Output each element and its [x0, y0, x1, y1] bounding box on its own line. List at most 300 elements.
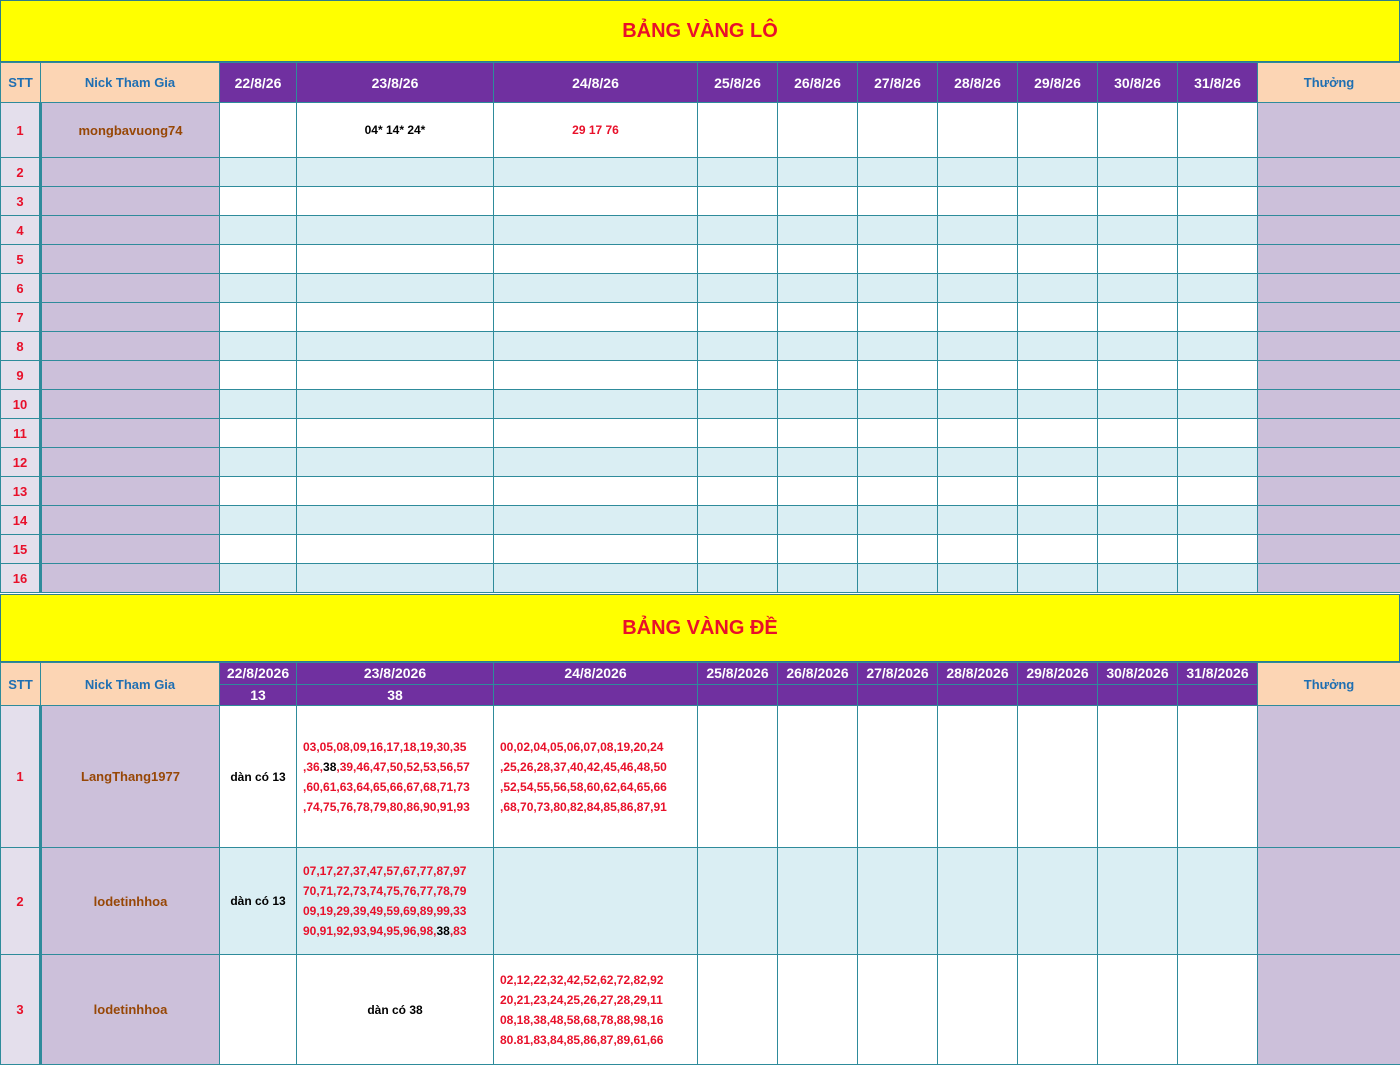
- lo-day-cell[interactable]: [220, 448, 297, 477]
- lo-day-cell[interactable]: [1018, 245, 1098, 274]
- lo-day-cell[interactable]: [1098, 274, 1178, 303]
- lo-day-cell[interactable]: [1178, 158, 1258, 187]
- lo-stt-cell: 14: [1, 506, 41, 535]
- lo-day-cell[interactable]: [778, 419, 858, 448]
- lo-row: [1, 274, 1400, 303]
- lo-day-cell[interactable]: [938, 419, 1018, 448]
- de-stt-cell: 2: [1, 848, 41, 955]
- lo-day-cell[interactable]: [938, 361, 1018, 390]
- lo-day-cell[interactable]: [1018, 448, 1098, 477]
- lo-reward-cell[interactable]: [1258, 506, 1400, 535]
- lo-day-cell[interactable]: [1018, 535, 1098, 564]
- lo-reward-cell[interactable]: [1258, 158, 1400, 187]
- de-day-cell[interactable]: [1098, 955, 1178, 1065]
- lo-day-cell[interactable]: [1018, 158, 1098, 187]
- lo-day-cell[interactable]: [1178, 274, 1258, 303]
- de-day-cell[interactable]: [778, 955, 858, 1065]
- de-result-cell: [1018, 684, 1098, 706]
- lo-reward-cell[interactable]: [1258, 216, 1400, 245]
- de-number-line: ,25,26,28,37,40,42,45,46,48,50: [500, 759, 667, 774]
- lo-day-cell[interactable]: [1098, 158, 1178, 187]
- lo-day-cell[interactable]: [297, 564, 494, 593]
- lo-reward-cell[interactable]: [1258, 361, 1400, 390]
- lo-day-cell[interactable]: [494, 187, 698, 216]
- lo-day-cell[interactable]: [297, 245, 494, 274]
- de-number-line: 08,18,38,48,58,68,78,88,98,16: [500, 1012, 664, 1027]
- lo-nick-cell[interactable]: [41, 158, 220, 187]
- lo-day-cell[interactable]: [494, 245, 698, 274]
- lo-nick-cell[interactable]: [41, 564, 220, 593]
- lo-day-cell[interactable]: [1098, 216, 1178, 245]
- lo-day-cell[interactable]: [938, 535, 1018, 564]
- lo-day-cell[interactable]: [778, 448, 858, 477]
- lo-day-cell[interactable]: [938, 274, 1018, 303]
- de-header-date: 29/8/2026: [1018, 663, 1098, 685]
- lo-day-cell[interactable]: [297, 274, 494, 303]
- lo-day-cell[interactable]: [1178, 216, 1258, 245]
- lo-day-cell[interactable]: [494, 448, 698, 477]
- de-number-line: ,52,54,55,56,58,60,62,64,65,66: [500, 779, 667, 794]
- lo-nick-cell[interactable]: [41, 187, 220, 216]
- lo-day-cell[interactable]: [220, 506, 297, 535]
- de-result-cell: [698, 684, 778, 706]
- de-day-cell[interactable]: [778, 706, 858, 848]
- lo-day-cell[interactable]: [220, 390, 297, 419]
- lo-day-cell[interactable]: [1018, 216, 1098, 245]
- lo-day-cell[interactable]: [858, 103, 938, 158]
- de-nick-cell[interactable]: LangThang1977: [41, 706, 220, 848]
- lo-day-cell[interactable]: [220, 274, 297, 303]
- lo-day-cell[interactable]: [778, 361, 858, 390]
- lo-header-date: 23/8/26: [297, 63, 494, 103]
- lo-day-cell[interactable]: [297, 390, 494, 419]
- de-reward-cell[interactable]: [1258, 706, 1400, 848]
- lo-day-cell[interactable]: [297, 535, 494, 564]
- lo-day-cell[interactable]: [938, 303, 1018, 332]
- de-day-cell[interactable]: [858, 706, 938, 848]
- lo-row: [1, 303, 1400, 332]
- lo-day-cell[interactable]: [938, 390, 1018, 419]
- lo-day-cell[interactable]: [1098, 361, 1178, 390]
- lo-day-cell[interactable]: [1178, 332, 1258, 361]
- lo-day-cell[interactable]: [220, 158, 297, 187]
- lo-day-cell[interactable]: [858, 535, 938, 564]
- lo-day-cell[interactable]: [938, 187, 1018, 216]
- lo-header-date: 27/8/26: [858, 63, 938, 103]
- lo-day-cell[interactable]: [1098, 535, 1178, 564]
- lo-day-cell[interactable]: [938, 216, 1018, 245]
- lo-day-cell[interactable]: [494, 390, 698, 419]
- lo-day-cell[interactable]: [1018, 274, 1098, 303]
- lo-nick-cell[interactable]: [41, 419, 220, 448]
- lo-row: [1, 448, 1400, 477]
- de-result-cell: [1098, 684, 1178, 706]
- lo-day-cell[interactable]: [858, 332, 938, 361]
- lo-day-cell[interactable]: [1098, 506, 1178, 535]
- lo-nick-cell[interactable]: [41, 390, 220, 419]
- lo-day-cell[interactable]: [698, 535, 778, 564]
- lo-day-cell[interactable]: [297, 506, 494, 535]
- lo-day-cell[interactable]: [1178, 564, 1258, 593]
- de-row: [1, 848, 1400, 955]
- lo-day-cell[interactable]: [858, 361, 938, 390]
- lo-day-cell[interactable]: [1018, 303, 1098, 332]
- lo-day-cell[interactable]: [1098, 419, 1178, 448]
- lo-day-cell[interactable]: [1098, 103, 1178, 158]
- lo-nick-cell[interactable]: [41, 216, 220, 245]
- de-nick-cell[interactable]: lodetinhhoa: [41, 955, 220, 1065]
- lo-day-cell[interactable]: [778, 477, 858, 506]
- lo-day-cell[interactable]: [858, 216, 938, 245]
- lo-day-cell[interactable]: [858, 419, 938, 448]
- de-stt-cell: 3: [1, 955, 41, 1065]
- lo-day-cell[interactable]: [938, 506, 1018, 535]
- lo-header-date: 26/8/26: [778, 63, 858, 103]
- de-day-cell[interactable]: [698, 706, 778, 848]
- lo-day-cell[interactable]: [297, 448, 494, 477]
- lo-day-cell[interactable]: [698, 390, 778, 419]
- lo-day-cell[interactable]: [494, 535, 698, 564]
- de-header-stt: STT: [1, 663, 41, 706]
- lo-day-cell[interactable]: [938, 103, 1018, 158]
- de-number-line: 03,05,08,09,16,17,18,19,30,35: [303, 739, 467, 754]
- lo-day-cell[interactable]: [698, 448, 778, 477]
- lo-nick-cell[interactable]: [41, 506, 220, 535]
- de-header-row: [1, 663, 1400, 685]
- lo-day-cell[interactable]: [494, 506, 698, 535]
- lo-day-cell[interactable]: [858, 390, 938, 419]
- lo-day-cell[interactable]: [858, 274, 938, 303]
- lo-day-cell[interactable]: [778, 390, 858, 419]
- de-day-cell[interactable]: [698, 955, 778, 1065]
- lo-stt-cell: 3: [1, 187, 41, 216]
- lo-day-cell[interactable]: [297, 419, 494, 448]
- de-result-cell: 13: [220, 684, 297, 706]
- lo-day-cell[interactable]: [698, 419, 778, 448]
- lo-nick-cell[interactable]: [41, 245, 220, 274]
- lo-day-cell[interactable]: [1178, 187, 1258, 216]
- de-day-cell[interactable]: [494, 706, 698, 848]
- lo-day-cell[interactable]: [1018, 390, 1098, 419]
- lo-header-date: 25/8/26: [698, 63, 778, 103]
- lo-day-cell[interactable]: [858, 506, 938, 535]
- lo-day-cell[interactable]: [494, 477, 698, 506]
- de-day-cell[interactable]: [1018, 848, 1098, 955]
- de-day-cell[interactable]: [1178, 955, 1258, 1065]
- lo-reward-cell[interactable]: [1258, 564, 1400, 593]
- de-day-cell[interactable]: [698, 848, 778, 955]
- lo-day-cell[interactable]: [778, 103, 858, 158]
- lo-day-cell[interactable]: [220, 332, 297, 361]
- lo-day-cell[interactable]: [494, 274, 698, 303]
- lo-day-cell[interactable]: [698, 158, 778, 187]
- lo-day-cell[interactable]: [858, 303, 938, 332]
- de-header-nick: Nick Tham Gia: [41, 663, 220, 706]
- de-day-cell[interactable]: [297, 706, 494, 848]
- lo-row: [1, 158, 1400, 187]
- lo-day-cell[interactable]: [494, 303, 698, 332]
- de-day-cell[interactable]: dàn có 13: [220, 706, 297, 848]
- lo-day-cell[interactable]: [220, 216, 297, 245]
- lo-day-cell[interactable]: [1018, 506, 1098, 535]
- de-day-cell[interactable]: [220, 955, 297, 1065]
- lo-row: [1, 187, 1400, 216]
- de-number-line: 09,19,29,39,49,59,69,89,99,33: [303, 904, 467, 918]
- lo-day-cell[interactable]: [297, 216, 494, 245]
- de-reward-cell[interactable]: [1258, 848, 1400, 955]
- lo-day-cell[interactable]: [1018, 103, 1098, 158]
- lo-day-cell[interactable]: [1178, 103, 1258, 158]
- lo-day-cell[interactable]: [698, 332, 778, 361]
- de-day-cell[interactable]: dàn có 13: [220, 848, 297, 955]
- de-number-line: 02,12,22,32,42,52,62,72,82,92: [500, 972, 664, 987]
- lo-reward-cell[interactable]: [1258, 245, 1400, 274]
- lo-header-date: 24/8/26: [494, 63, 698, 103]
- lo-day-cell[interactable]: [1098, 390, 1178, 419]
- de-header-date: 22/8/2026: [220, 663, 297, 685]
- lo-day-cell[interactable]: [698, 477, 778, 506]
- lo-day-cell[interactable]: [1018, 419, 1098, 448]
- de-day-cell[interactable]: [1098, 706, 1178, 848]
- lo-day-cell[interactable]: [1098, 477, 1178, 506]
- de-number-line: 80.81,83,84,85,86,87,89,61,66: [500, 1032, 664, 1047]
- lo-day-cell[interactable]: [1178, 477, 1258, 506]
- lo-day-cell[interactable]: [1098, 448, 1178, 477]
- lo-day-cell[interactable]: [1178, 448, 1258, 477]
- lo-day-cell[interactable]: [1018, 332, 1098, 361]
- de-number-line: ,83: [449, 924, 467, 938]
- lo-day-cell[interactable]: [858, 187, 938, 216]
- lo-day-cell[interactable]: [1098, 564, 1178, 593]
- de-board-table: [0, 662, 1400, 1065]
- lo-day-cell[interactable]: [297, 303, 494, 332]
- lo-day-cell[interactable]: [698, 361, 778, 390]
- lo-day-cell[interactable]: 29 17 76: [494, 103, 698, 158]
- lo-day-cell[interactable]: [220, 419, 297, 448]
- lo-day-cell[interactable]: [297, 361, 494, 390]
- de-day-cell[interactable]: [858, 848, 938, 955]
- lo-day-cell[interactable]: [698, 245, 778, 274]
- lo-stt-cell: 10: [1, 390, 41, 419]
- lo-day-cell[interactable]: [494, 564, 698, 593]
- de-day-cell[interactable]: [297, 848, 494, 955]
- lo-stt-cell: 4: [1, 216, 41, 245]
- lo-nick-cell[interactable]: [41, 361, 220, 390]
- lo-board-title: BẢNG VÀNG LÔ: [0, 0, 1400, 62]
- lo-day-cell[interactable]: [1098, 332, 1178, 361]
- de-day-cell[interactable]: [1098, 848, 1178, 955]
- de-day-cell[interactable]: [494, 848, 698, 955]
- lo-day-cell[interactable]: [698, 216, 778, 245]
- lo-stt-cell: 11: [1, 419, 41, 448]
- lo-header-date: 31/8/26: [1178, 63, 1258, 103]
- lo-day-cell[interactable]: [778, 158, 858, 187]
- lo-header-stt: STT: [1, 63, 41, 103]
- lo-day-cell[interactable]: [297, 477, 494, 506]
- lo-day-cell[interactable]: [1018, 361, 1098, 390]
- lo-nick-cell[interactable]: [41, 448, 220, 477]
- lo-day-cell[interactable]: [778, 187, 858, 216]
- lo-stt-cell: 13: [1, 477, 41, 506]
- lo-day-cell[interactable]: [297, 158, 494, 187]
- lo-day-cell[interactable]: [220, 361, 297, 390]
- lo-day-cell[interactable]: [494, 158, 698, 187]
- lo-day-cell[interactable]: [778, 564, 858, 593]
- lo-day-cell[interactable]: [858, 245, 938, 274]
- lo-day-cell[interactable]: [220, 303, 297, 332]
- lo-reward-cell[interactable]: [1258, 303, 1400, 332]
- lo-day-cell[interactable]: [220, 187, 297, 216]
- lo-day-cell[interactable]: [858, 564, 938, 593]
- lo-nick-cell[interactable]: [41, 274, 220, 303]
- lo-day-cell[interactable]: [1178, 535, 1258, 564]
- de-day-cell[interactable]: [938, 848, 1018, 955]
- de-day-cell[interactable]: [938, 955, 1018, 1065]
- lo-day-cell[interactable]: [938, 158, 1018, 187]
- lo-day-cell[interactable]: [698, 187, 778, 216]
- lo-stt-cell: 7: [1, 303, 41, 332]
- lo-day-cell[interactable]: [220, 103, 297, 158]
- lo-day-cell[interactable]: [494, 216, 698, 245]
- lo-day-cell[interactable]: [1178, 303, 1258, 332]
- lo-reward-cell[interactable]: [1258, 448, 1400, 477]
- lo-day-cell[interactable]: [938, 477, 1018, 506]
- lo-day-cell[interactable]: [1178, 419, 1258, 448]
- lo-day-cell[interactable]: [938, 332, 1018, 361]
- lo-reward-cell[interactable]: [1258, 419, 1400, 448]
- de-result-cell: [494, 684, 698, 706]
- lo-day-cell[interactable]: [1098, 245, 1178, 274]
- lo-day-cell[interactable]: [1178, 361, 1258, 390]
- lo-row: [1, 361, 1400, 390]
- lo-day-cell[interactable]: [494, 361, 698, 390]
- lo-day-cell[interactable]: [1178, 245, 1258, 274]
- lo-day-cell[interactable]: [858, 477, 938, 506]
- de-row: [1, 706, 1400, 848]
- lo-day-cell[interactable]: [778, 216, 858, 245]
- lo-day-cell[interactable]: [297, 332, 494, 361]
- lo-day-cell[interactable]: [858, 448, 938, 477]
- lo-day-cell[interactable]: [778, 535, 858, 564]
- lo-day-cell[interactable]: [698, 274, 778, 303]
- de-header-date: 23/8/2026: [297, 663, 494, 685]
- lo-day-cell[interactable]: [1178, 506, 1258, 535]
- lo-header-date: 28/8/26: [938, 63, 1018, 103]
- de-number-line: 07,17,27,37,47,57,67,77,87,97: [303, 864, 467, 878]
- de-day-cell[interactable]: [1018, 706, 1098, 848]
- de-number-line: 70,71,72,73,74,75,76,77,78,79: [303, 884, 467, 898]
- lo-day-cell[interactable]: [778, 245, 858, 274]
- lo-day-cell[interactable]: [220, 564, 297, 593]
- de-reward-cell[interactable]: [1258, 955, 1400, 1065]
- lo-day-cell[interactable]: [698, 103, 778, 158]
- lo-day-cell[interactable]: [1098, 303, 1178, 332]
- lo-day-cell[interactable]: [778, 506, 858, 535]
- lo-day-cell[interactable]: [698, 506, 778, 535]
- de-number-line: ,36,: [303, 759, 324, 774]
- lo-day-cell[interactable]: [220, 535, 297, 564]
- de-result-cell: [938, 684, 1018, 706]
- lo-day-cell[interactable]: [220, 477, 297, 506]
- lo-day-cell[interactable]: [1018, 187, 1098, 216]
- lo-reward-cell[interactable]: [1258, 477, 1400, 506]
- lo-day-cell[interactable]: [698, 303, 778, 332]
- lo-day-cell[interactable]: [220, 245, 297, 274]
- lo-day-cell[interactable]: [494, 419, 698, 448]
- lo-day-cell[interactable]: [938, 448, 1018, 477]
- lo-reward-cell[interactable]: [1258, 103, 1400, 158]
- lo-day-cell[interactable]: [778, 332, 858, 361]
- lo-day-cell[interactable]: [1018, 477, 1098, 506]
- de-nick-cell[interactable]: lodetinhhoa: [41, 848, 220, 955]
- lo-day-cell[interactable]: [858, 158, 938, 187]
- lo-day-cell[interactable]: [938, 245, 1018, 274]
- lo-day-cell[interactable]: [297, 187, 494, 216]
- lo-nick-cell[interactable]: [41, 477, 220, 506]
- lo-reward-cell[interactable]: [1258, 274, 1400, 303]
- de-header-date: 30/8/2026: [1098, 663, 1178, 685]
- lo-nick-cell[interactable]: [41, 303, 220, 332]
- lo-reward-cell[interactable]: [1258, 187, 1400, 216]
- de-number-line: ,60,61,63,64,65,66,67,68,71,73: [303, 779, 470, 794]
- lo-header-date: 29/8/26: [1018, 63, 1098, 103]
- de-number-line: ,68,70,73,80,82,84,85,86,87,91: [500, 799, 667, 814]
- lo-day-cell[interactable]: [1178, 390, 1258, 419]
- lo-stt-cell: 8: [1, 332, 41, 361]
- de-header-date: 28/8/2026: [938, 663, 1018, 685]
- lo-reward-cell[interactable]: [1258, 535, 1400, 564]
- de-number-line: 00,02,04,05,06,07,08,19,20,24: [500, 739, 664, 754]
- de-day-cell[interactable]: [858, 955, 938, 1065]
- lo-nick-cell[interactable]: [41, 535, 220, 564]
- lo-day-cell[interactable]: [1018, 564, 1098, 593]
- lo-day-cell[interactable]: 04* 14* 24*: [297, 103, 494, 158]
- de-day-cell[interactable]: [1178, 848, 1258, 955]
- de-day-cell[interactable]: dàn có 38: [297, 955, 494, 1065]
- lo-row: [1, 103, 1400, 158]
- de-stt-cell: 1: [1, 706, 41, 848]
- lo-row: [1, 506, 1400, 535]
- lo-nick-cell[interactable]: [41, 332, 220, 361]
- lo-reward-cell[interactable]: [1258, 332, 1400, 361]
- lo-day-cell[interactable]: [938, 564, 1018, 593]
- de-day-cell[interactable]: [1178, 706, 1258, 848]
- lo-day-cell[interactable]: [494, 332, 698, 361]
- de-result-cell: [1178, 684, 1258, 706]
- lo-stt-cell: 1: [1, 103, 41, 158]
- lo-stt-cell: 6: [1, 274, 41, 303]
- lo-nick-cell[interactable]: mongbavuong74: [41, 103, 220, 158]
- lo-day-cell[interactable]: [778, 274, 858, 303]
- de-day-cell[interactable]: [494, 955, 698, 1065]
- lo-row: [1, 477, 1400, 506]
- lo-reward-cell[interactable]: [1258, 390, 1400, 419]
- de-number-line: ,74,75,76,78,79,80,86,90,91,93: [303, 799, 470, 814]
- de-day-cell[interactable]: [778, 848, 858, 955]
- lo-row: [1, 390, 1400, 419]
- de-day-cell[interactable]: [938, 706, 1018, 848]
- lo-header-row: [1, 63, 1400, 103]
- de-day-cell[interactable]: [1018, 955, 1098, 1065]
- lo-day-cell[interactable]: [698, 564, 778, 593]
- lo-header-reward: Thưởng: [1258, 63, 1400, 103]
- lo-day-cell[interactable]: [1098, 187, 1178, 216]
- de-number-line: ,39,46,47,50,52,53,56,57: [336, 759, 470, 774]
- lo-header-date: 22/8/26: [220, 63, 297, 103]
- lo-stt-cell: 16: [1, 564, 41, 593]
- lo-day-cell[interactable]: [778, 303, 858, 332]
- lo-header-date: 30/8/26: [1098, 63, 1178, 103]
